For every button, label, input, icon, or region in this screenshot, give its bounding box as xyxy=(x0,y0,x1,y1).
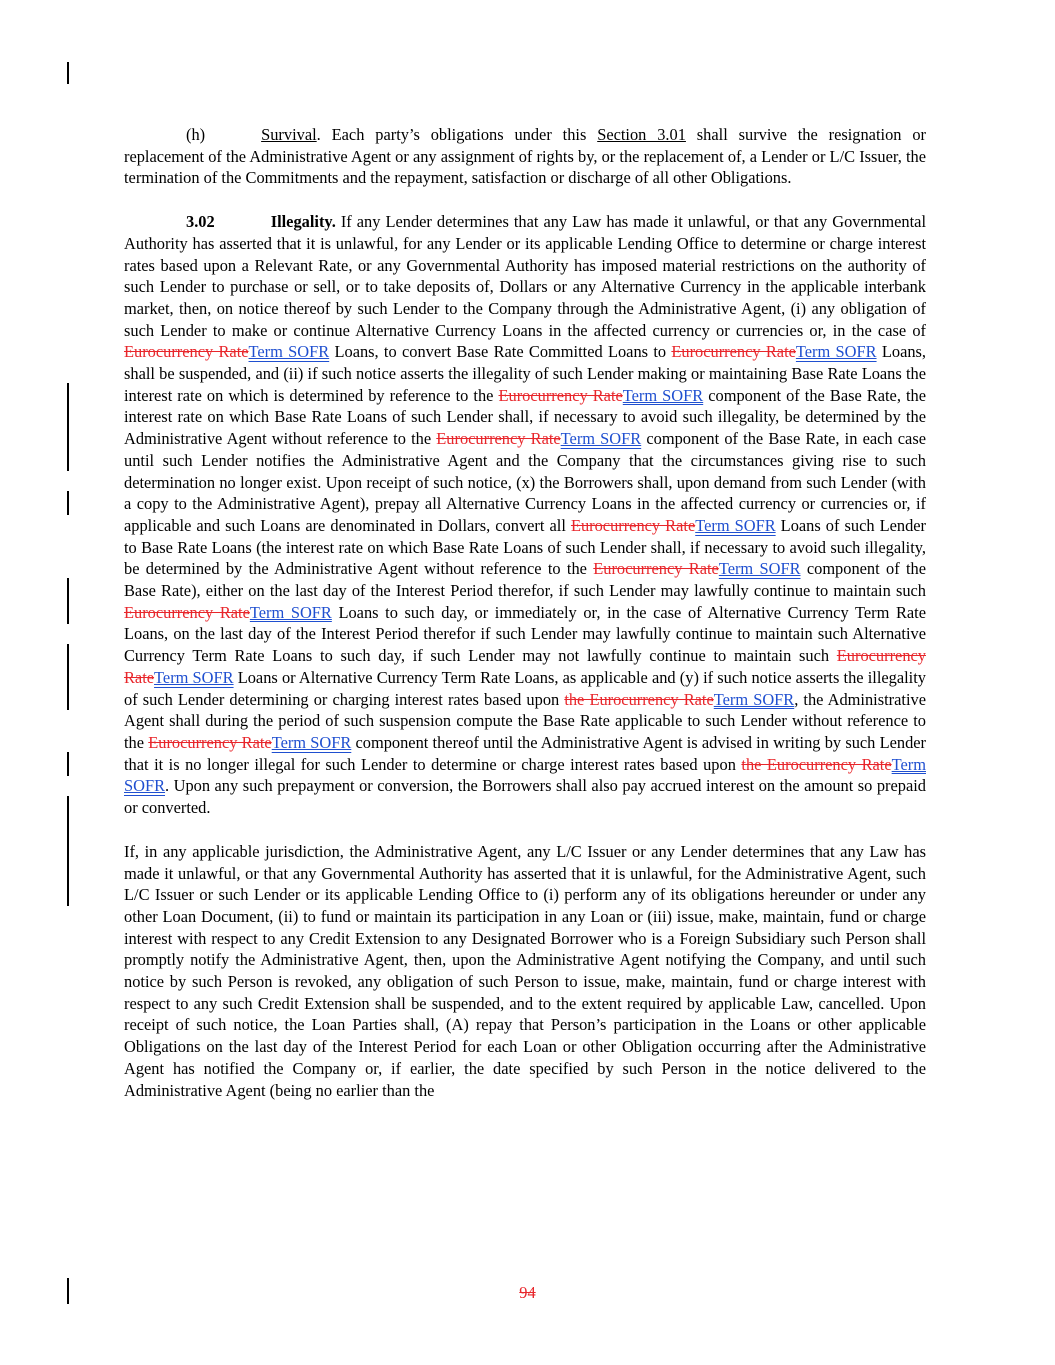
illegality-followup-paragraph: If, in any applicable jurisdiction, the Administrative Agent, any L/C Issuer or any Lender determines that any Law has made it unlawful, or that any Governmental Authority has asserted that it is unlawful, for the Administrative Agent, such L/C Issuer or such Lender or its applicable Lending Office to (i) perform any of its obligations hereunder or under any other Loan Document, (ii) to fund or maintain its participation in any Loan or (iii) issue, make, maintain, fund or charge interest with respect to any Credit Extension to any Designated Borrower who is a Foreign Subsidiary such Person shall promptly notify the Administrative Agent, then, upon the Administrative Agent notifying the Company, and until such notice by such Person is revoked, any obligation of such Person to issue, make, maintain, fund or charge interest with respect to any such Credit Extension shall be suspended, and to the extent required by applicable Law, cancelled. Upon receipt of such notice, the Loan Parties shall, (A) repay that Person’s participation in the Loans or other applicable Obligations on the last day of the Interest Period for each Loan or other Obligation occurring after the Administrative Agent has notified the Company or, if earlier, the date specified by such Person in the notice delivered to the Administrative Agent (being no earlier than the xyxy=(124,841,926,1100)
deleted-text: Eurocurrency Rate xyxy=(671,342,796,362)
inserted-text: Term SOFR xyxy=(795,342,877,362)
section-heading: Illegality. xyxy=(270,212,336,232)
document-page xyxy=(124,124,926,1123)
section-h-title: Survival xyxy=(261,125,317,144)
inserted-text: Term SOFR xyxy=(560,429,642,449)
deleted-text: Eurocurrency Rate xyxy=(148,732,272,752)
change-bar xyxy=(67,752,69,776)
deleted-text: the Eurocurrency Rate xyxy=(564,689,714,709)
deleted-text: Eurocurrency Rate xyxy=(498,385,623,405)
section-reference: Section 3.01 xyxy=(597,125,686,144)
section-h-label: (h) xyxy=(186,125,206,144)
section-number: 3.02 xyxy=(186,212,215,232)
change-bar xyxy=(67,383,69,471)
deleted-text: Eurocurrency Rate xyxy=(124,602,250,622)
change-bar xyxy=(67,644,69,710)
deleted-text: Eurocurrency Rate xyxy=(570,515,696,535)
inserted-text: Term SOFR xyxy=(249,602,332,622)
section-302-paragraph: 3.02 Illegality. If any Lender determines that any Law has made it unlawful, or that any Governmental Authority has asserted that it is unlawful, for any Lender or its applicable Lending Office to determine or charge interest rates based upon a Relevant Rate, or any Governmental Authority has imposed material restrictions on the authority of such Lender to purchase or sell, or to take deposits of, Dollars or any Alternative Currency in the applicable interbank market, then, on notice thereof by such Lender to the Company through the Administrative Agent, (i) any obligation of such Lender to make or continue Alternative Currency Loans in the affected currency or currencies or, in the case of Eurocurrency RateTerm SOFR Loans, to convert Base Rate Committed Loans to Eurocurrency RateTerm SOFR Loans, shall be suspended, and (ii) if such notice asserts the illegality of such Lender making or maintaining Base Rate Loans the interest rate on which is determined by reference to the Eurocurrency RateTerm SOFR component of the Base Rate, the interest rate on which Base Rate Loans of such Lender shall, if necessary to avoid such illegality, be determined by the Administrative Agent without reference to the Eurocurrency RateTerm SOFR component of the Base Rate, in each case until such Lender notifies the Administrative Agent and the Company that the circumstances giving rise to such determination no longer exist. Upon receipt of such notice, (x) the Borrowers shall, upon demand from such Lender (with a copy to the Administrative Agent), prepay all Alternative Currency Loans in the affected currency or currencies or, if applicable and such Loans are denominated in Dollars, convert all Eurocurrency RateTerm SOFR Loans of such Lender to Base Rate Loans (the interest rate on which Base Rate Loans of such Lender shall, if necessary to avoid such illegality, be determined by the Administrative Agent without reference to the Eurocurrency RateTerm SOFR component of the Base Rate), either on the last day of the Interest Period therefor, if such Lender may lawfully continue to maintain such Eurocurrency RateTerm SOFR Loans to such day, or immediately or, in the case of Alternative Currency Term Rate Loans, on the last day of the Interest Period therefor if such Lender may lawfully continue to maintain such Alternative Currency Term Rate Loans to such day, if such Lender may not lawfully continue to maintain such Eurocurrency RateTerm SOFR Loans or Alternative Currency Term Rate Loans, as applicable and (y) if such notice asserts the illegality of such Lender determining or charging interest rates based upon the Eurocurrency RateTerm SOFR, the Administrative Agent shall during the period of such suspension compute the Base Rate applicable to such Lender without reference to the Eurocurrency RateTerm SOFR component thereof until the Administrative Agent is advised in writing by such Lender that it is no longer illegal for such Lender to determine or charge interest rates based upon the Eurocurrency RateTerm SOFR. Upon any such prepayment or conversion, the Borrowers shall also pay accrued interest on the amount so prepaid or converted. xyxy=(124,212,927,818)
change-bar xyxy=(67,491,69,515)
inserted-text: Term SOFR xyxy=(713,689,795,709)
inserted-text: Term SOFR xyxy=(124,754,926,796)
change-bar xyxy=(67,796,69,906)
deleted-text: Eurocurrency Rate xyxy=(124,646,926,687)
inserted-text: Term SOFR xyxy=(718,559,801,579)
deleted-text: Eurocurrency Rate xyxy=(124,342,249,362)
deleted-text: Eurocurrency Rate xyxy=(593,559,719,579)
section-h-paragraph: (h) Survival. Each party’s obligations under this Section 3.01 shall survive the resignation or replacement of the Administrative Agent or any assignment of rights by, or the replacement of, a Lender or L/C Issuer, the termination of the Commitments and the repayment, satisfaction or discharge of all other Obligations. xyxy=(124,125,926,188)
change-bar xyxy=(67,578,69,624)
inserted-text: Term SOFR xyxy=(154,667,234,687)
deleted-text: Eurocurrency Rate xyxy=(436,429,561,449)
inserted-text: Term SOFR xyxy=(622,385,704,405)
change-bar xyxy=(67,62,69,84)
inserted-text: Term SOFR xyxy=(695,515,776,535)
page-number: 94 xyxy=(519,1283,536,1302)
inserted-text: Term SOFR xyxy=(248,342,330,362)
deleted-text: the Eurocurrency Rate xyxy=(741,754,892,774)
inserted-text: Term SOFR xyxy=(271,732,352,752)
